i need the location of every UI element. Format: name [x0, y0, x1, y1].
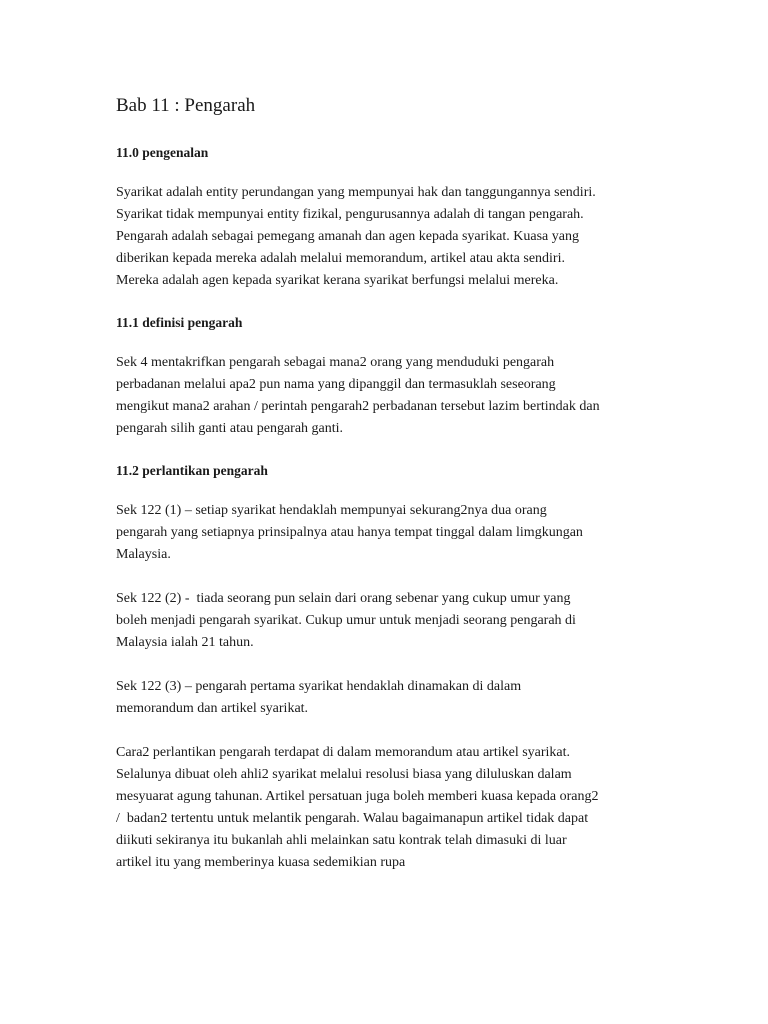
- section-pengenalan: [116, 144, 676, 292]
- text-line: memorandum dan artikel syarikat.: [116, 701, 309, 716]
- text-line: mesyuarat agung tahunan. Artikel persatuan juga boleh memberi kuasa kepada orang2: [116, 789, 599, 804]
- text-line: Malaysia ialah 21 tahun.: [116, 635, 254, 650]
- paragraph: [116, 588, 676, 654]
- section-heading: 11.0 pengenalan: [116, 145, 209, 160]
- text-line: Cara2 perlantikan pengarah terdapat di dalam memorandum atau artikel syarikat.: [116, 745, 571, 760]
- text-line: Syarikat adalah entity perundangan yang mempunyai hak dan tanggungannya sendiri.: [116, 185, 596, 200]
- paragraph: [116, 352, 676, 440]
- text-line: diikuti sekiranya itu bukanlah ahli melainkan satu kontrak telah dimasuki di luar: [116, 833, 567, 848]
- section-perlantikan-pengarah: [116, 462, 676, 874]
- text-line: Mereka adalah agen kepada syarikat kerana syarikat berfungsi melalui mereka.: [116, 273, 559, 288]
- section-definisi-pengarah: [116, 314, 676, 440]
- text-line: Malaysia.: [116, 547, 171, 562]
- text-line: perbadanan melalui apa2 pun nama yang dipanggil dan termasuklah seseorang: [116, 377, 556, 392]
- document-title: Bab 11 : Pengarah: [116, 95, 256, 116]
- text-line: Syarikat tidak mempunyai entity fizikal, pengurusannya adalah di tangan pengarah.: [116, 207, 584, 222]
- text-line: Sek 4 mentakrifkan pengarah sebagai mana2 orang yang menduduki pengarah: [116, 355, 555, 370]
- section-heading: 11.2 perlantikan pengarah: [116, 463, 268, 478]
- document-page: [116, 92, 676, 896]
- text-line: pengarah yang setiapnya prinsipalnya atau hanya tempat tinggal dalam limgkungan: [116, 525, 583, 540]
- text-line: Sek 122 (1) – setiap syarikat hendaklah mempunyai sekurang2nya dua orang: [116, 503, 547, 518]
- text-line: Sek 122 (2) - tiada seorang pun selain dari orang sebenar yang cukup umur yang: [116, 591, 571, 606]
- text-line: boleh menjadi pengarah syarikat. Cukup umur untuk menjadi seorang pengarah di: [116, 613, 576, 628]
- text-line: / badan2 tertentu untuk melantik pengarah. Walau bagaimanapun artikel tidak dapat: [116, 811, 589, 826]
- text-line: Selalunya dibuat oleh ahli2 syarikat melalui resolusi biasa yang diluluskan dalam: [116, 767, 572, 782]
- paragraph: [116, 182, 676, 292]
- text-line: pengarah silih ganti atau pengarah ganti.: [116, 421, 344, 436]
- paragraph: [116, 742, 676, 874]
- text-line: diberikan kepada mereka adalah melalui memorandum, artikel atau akta sendiri.: [116, 251, 565, 266]
- text-line: artikel itu yang memberinya kuasa sedemikian rupa: [116, 855, 406, 870]
- paragraph: [116, 500, 676, 566]
- text-line: Pengarah adalah sebagai pemegang amanah dan agen kepada syarikat. Kuasa yang: [116, 229, 579, 244]
- section-heading: 11.1 definisi pengarah: [116, 315, 243, 330]
- text-line: mengikut mana2 arahan / perintah pengarah2 perbadanan tersebut lazim bertindak dan: [116, 399, 600, 414]
- paragraph: [116, 676, 676, 720]
- text-line: Sek 122 (3) – pengarah pertama syarikat hendaklah dinamakan di dalam: [116, 679, 522, 694]
